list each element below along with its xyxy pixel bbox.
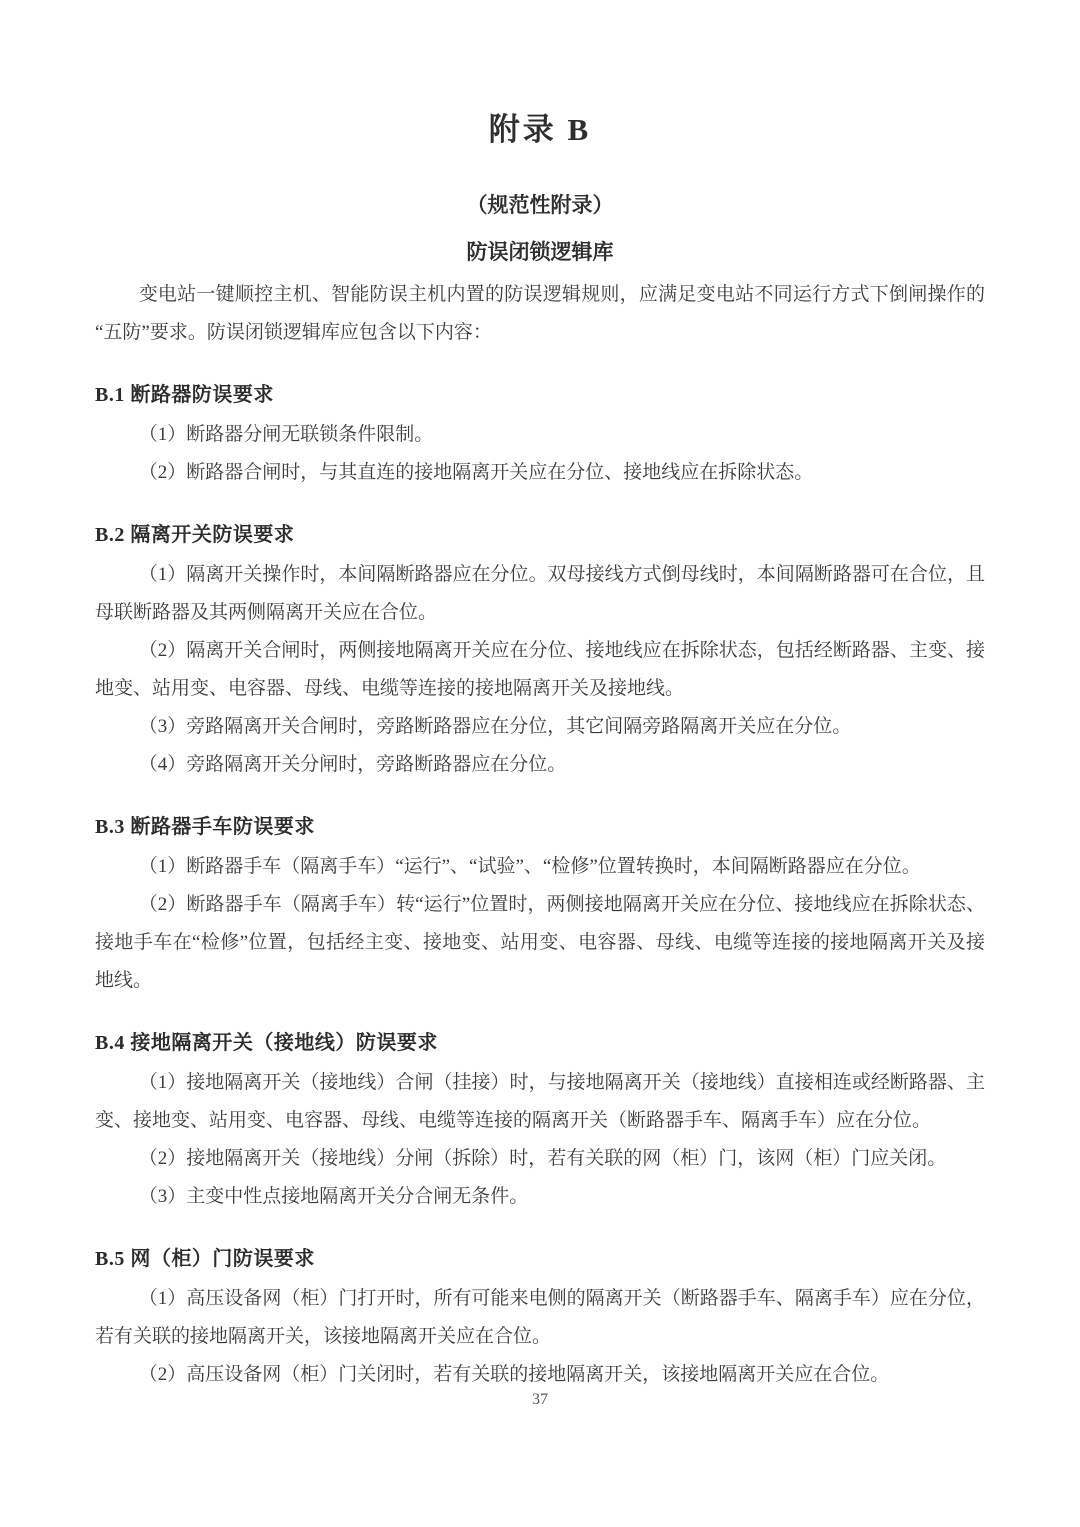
intro-paragraph: 变电站一键顺控主机、智能防误主机内置的防误逻辑规则，应满足变电站不同运行方式下倒闸操作的“五防”要求。防误闭锁逻辑库应包含以下内容： <box>95 284 985 343</box>
page-number: 37 <box>532 1391 548 1408</box>
section-b4 <box>95 1000 985 1216</box>
list-item: （3）旁路隔离开关合闸时，旁路断路器应在分位，其它间隔旁路隔离开关应在分位。 <box>138 716 852 737</box>
list-item: （1）断路器手车（隔离手车）“运行”、“试验”、“检修”位置转换时，本间隔断路器应在分位。 <box>138 856 921 877</box>
list-item: （4）旁路隔离开关分闸时，旁路断路器应在分位。 <box>138 754 567 775</box>
section-heading-b1: B.1 断路器防误要求 <box>95 384 274 406</box>
appendix-section-title: 防误闭锁逻辑库 <box>466 240 614 264</box>
section-heading-b2: B.2 隔离开关防误要求 <box>95 524 295 546</box>
list-item: （1）高压设备网（柜）门打开时，所有可能来电侧的隔离开关（断路器手车、隔离手车）应在分位，若有关联的接地隔离开关，该接地隔离开关应在合位。 <box>95 1288 985 1347</box>
section-b3 <box>95 784 985 1000</box>
section-heading-b4: B.4 接地隔离开关（接地线）防误要求 <box>95 1032 438 1054</box>
list-item: （2）高压设备网（柜）门关闭时，若有关联的接地隔离开关，该接地隔离开关应在合位。 <box>138 1364 890 1385</box>
section-heading-b3: B.3 断路器手车防误要求 <box>95 816 315 838</box>
list-item: （2）接地隔离开关（接地线）分闸（拆除）时，若有关联的网（柜）门，该网（柜）门应关闭。 <box>138 1148 947 1169</box>
section-heading-b5: B.5 网（柜）门防误要求 <box>95 1248 315 1270</box>
list-item: （2）隔离开关合闸时，两侧接地隔离开关应在分位、接地线应在拆除状态，包括经断路器、主变、接地变、站用变、电容器、母线、电缆等连接的接地隔离开关及接地线。 <box>95 640 985 699</box>
section-b2 <box>95 492 985 784</box>
list-item: （3）主变中性点接地隔离开关分合闸无条件。 <box>138 1186 529 1207</box>
list-item: （1）隔离开关操作时，本间隔断路器应在分位。双母接线方式倒母线时，本间隔断路器可在合位，且母联断路器及其两侧隔离开关应在合位。 <box>95 564 985 623</box>
list-item: （2）断路器合闸时，与其直连的接地隔离开关应在分位、接地线应在拆除状态。 <box>138 462 814 483</box>
list-item: （1）接地隔离开关（接地线）合闸（挂接）时，与接地隔离开关（接地线）直接相连或经断路器、主变、接地变、站用变、电容器、母线、电缆等连接的隔离开关（断路器手车、隔离手车）应在分位。 <box>95 1072 985 1131</box>
appendix-subtitle: （规范性附录） <box>466 193 614 217</box>
appendix-title: 附录 B <box>488 112 592 147</box>
section-b5 <box>95 1216 985 1394</box>
section-b1 <box>95 352 985 492</box>
list-item: （2）断路器手车（隔离手车）转“运行”位置时，两侧接地隔离开关应在分位、接地线应在拆除状态、接地手车在“检修”位置，包括经主变、接地变、站用变、电容器、母线、电缆等连接的接地隔离开关及接地线。 <box>95 894 985 991</box>
list-item: （1）断路器分闸无联锁条件限制。 <box>138 424 434 445</box>
